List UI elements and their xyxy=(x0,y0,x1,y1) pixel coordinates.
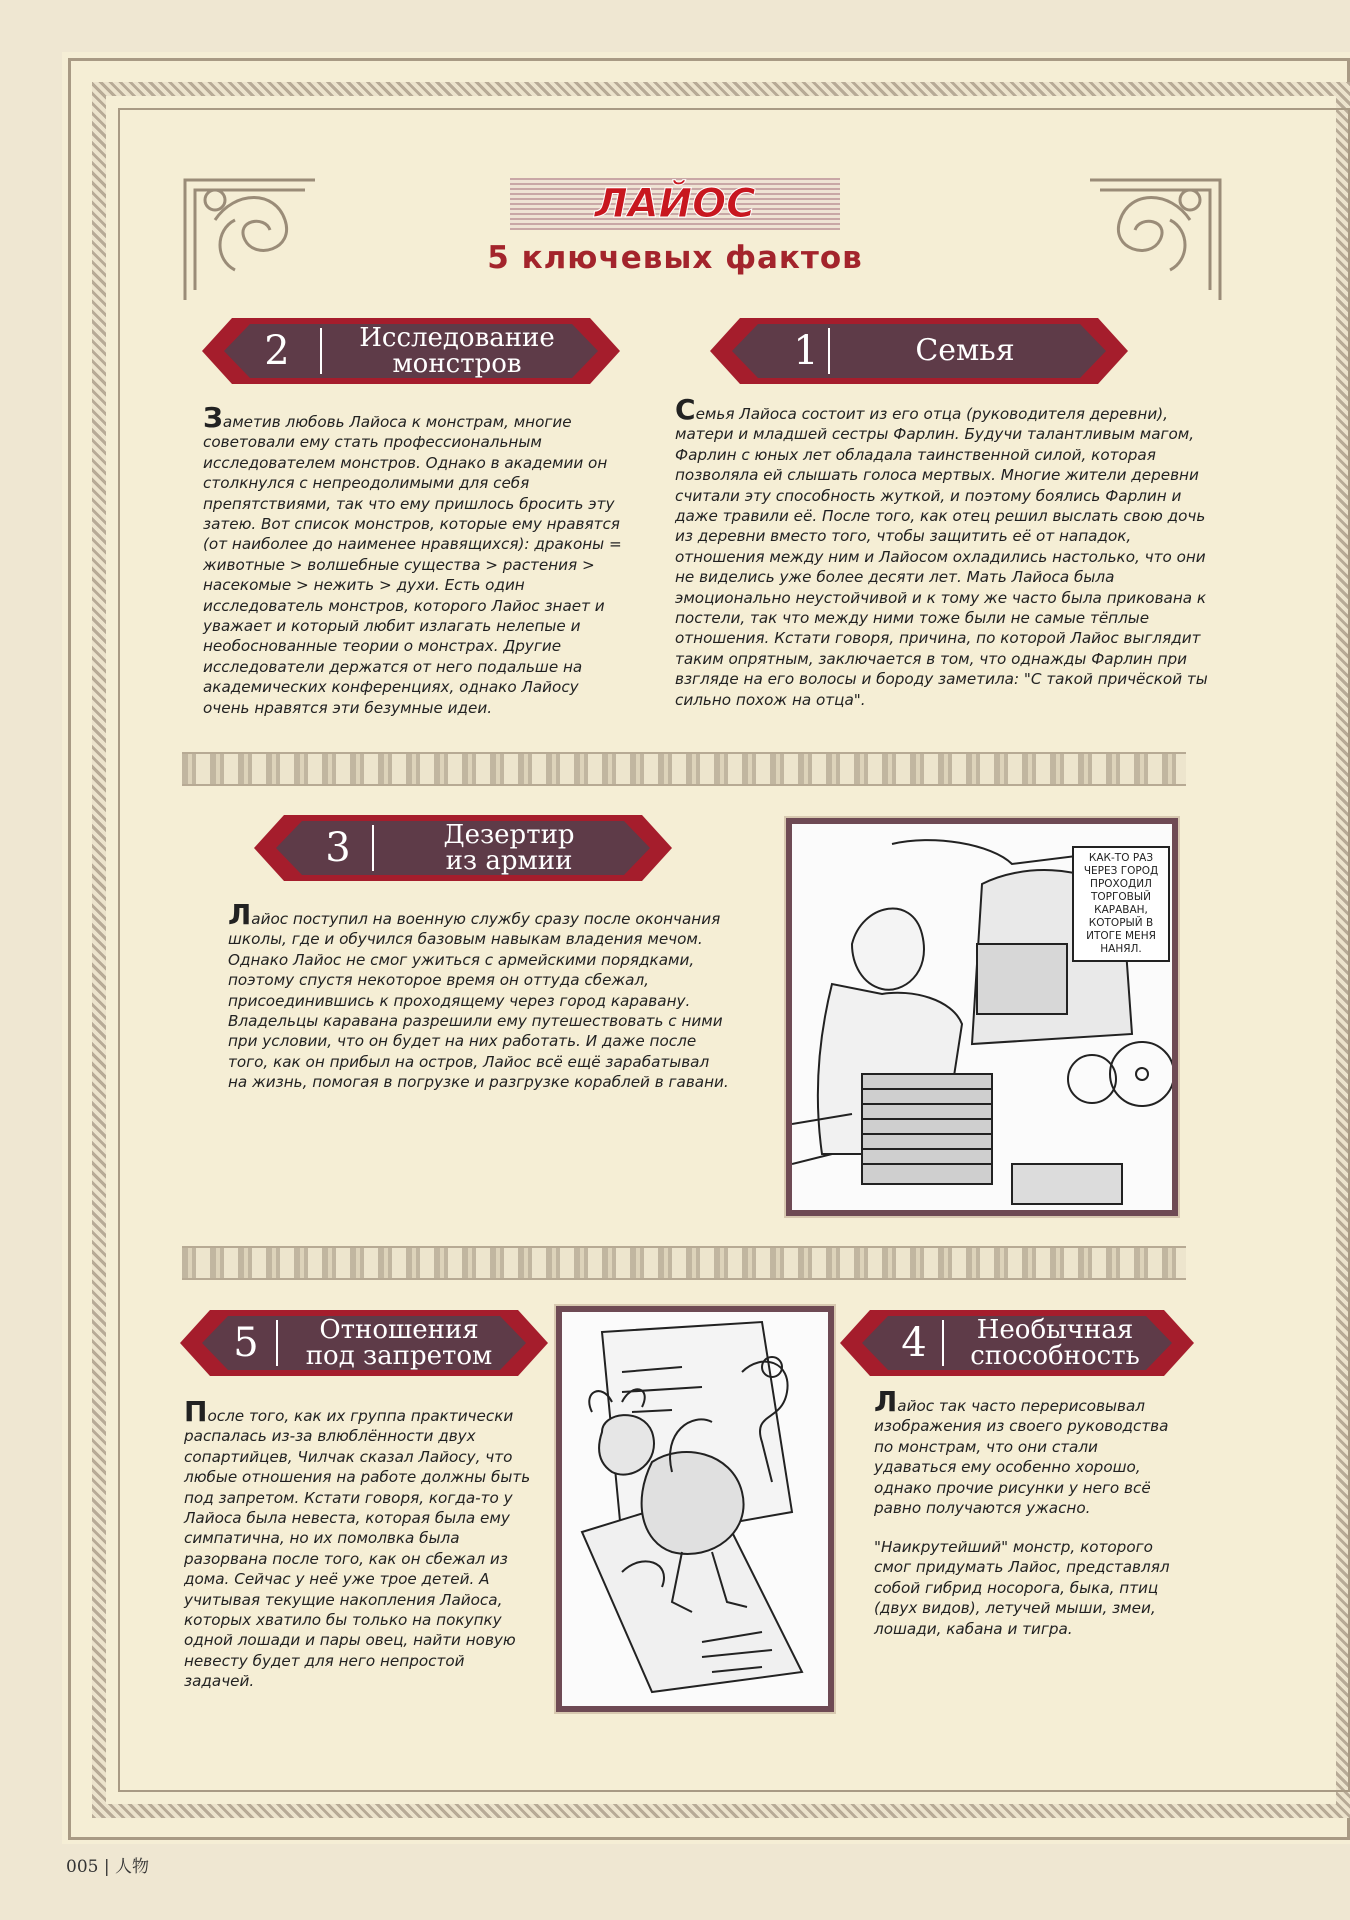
fact-3-banner xyxy=(254,805,672,891)
section-divider xyxy=(182,752,1186,786)
section-label: 人物 xyxy=(115,1857,149,1877)
fact-4-number: 4 xyxy=(901,1320,927,1366)
manga-panel-monster-drawing xyxy=(556,1306,834,1712)
fact-5-number: 5 xyxy=(233,1320,259,1366)
fact-3-number: 3 xyxy=(325,825,351,871)
fact-3-label: Дезертир из армии xyxy=(443,820,575,876)
fact-5-banner xyxy=(180,1300,548,1386)
fact-5-label: Отношения под запретом xyxy=(305,1315,493,1371)
page-title: ЛАЙОС xyxy=(594,181,756,227)
fact-4-banner xyxy=(840,1300,1194,1386)
fact-1-banner xyxy=(710,308,1128,394)
fact-2-separator xyxy=(320,328,324,374)
fact-2-text: Заметив любовь Лайоса к монстрам, многие советовали ему стать профессиональным исследователем монстров. Однако в академии он столкнулся с непреодолимыми для себя препятствиями, так что ему пришлось бросить эту затею. Вот список монстров, которые ему нравятся (от наиболее до наименее нравящихся): драконы = животные > волшебные существа > растения > насекомые > нежить > духи. Есть один исследователь монстров, которого Лайос знает и уважает и который любит излагать нелепые и необоснованные теории о монстрах. Другие исследователи держатся от него подальше на академических конференциях, однако Лайосу очень нравятся эти безумные идеи. xyxy=(203,401,622,717)
fact-2-banner xyxy=(202,308,620,394)
fact-3-separator xyxy=(372,825,376,871)
fact-4-label: Необычная способность xyxy=(970,1315,1140,1371)
fact-1-text: Семья Лайоса состоит из его отца (руководителя деревни), матери и младшей сестры Фарлин. Будучи талантливым магом, Фарлин с юных лет обладала таинственной силой, которая позволяла ей слышать голоса мертвых. Многие жители деревни считали эту способность жуткой, и поэтому боялись Фарлин и даже травили её. После того, как отец решил выслать свою дочь из деревни вместо того, чтобы защитить её от нападок, отношения между ним и Лайосом охладились настолько, что они не виделись уже более десяти лет. Мать Лайоса была эмоционально неустойчивой и к тому же часто была прикована к постели, так что между ними тоже были не самые тёплые отношения. Кстати говоря, причина, по которой Лайос выглядит таким опрятным, заключается в том, что однажды Фарлин при взгляде на его волосы и бороду заметила: "С такой причёской ты сильно похож на отца". xyxy=(675,393,1208,709)
page-subtitle: 5 ключевых фактов xyxy=(487,240,863,276)
fact-5-text: После того, как их группа практически распалась из-за влюблённости двух сопартийцев, Чилчак сказал Лайосу, что любые отношения на работе должны быть под запретом. Кстати говоря, когда-то у Лайоса была невеста, которая была ему симпатична, но их помолвка была разорвана после того, как он сбежал из дома. Сейчас у неё уже трое детей. А учитывая текущие накопления Лайоса, которых хватило бы только на покупку одной лошади и пары овец, найти новую невесту будет для него непростой задачей. xyxy=(184,1395,531,1691)
left-ornament-icon xyxy=(175,160,375,310)
page-number: 005 xyxy=(66,1857,99,1877)
fact-1-separator xyxy=(828,328,832,374)
page-footer: 005 | 人物 xyxy=(66,1857,149,1877)
right-ornament-icon xyxy=(1030,160,1230,310)
fact-4-text-2: "Наикрутейший" монстр, которого смог придумать Лайос, представлял собой гибрид носорога, быка, птиц (двух видов), летучей мыши, змеи, лошади, кабана и тигра. xyxy=(874,1538,1170,1638)
fact-3-text: Лайос поступил на военную службу сразу после окончания школы, где и обучился базовым навыкам владения мечом. Однако Лайос не смог ужиться с армейскими порядками, поэтому спустя некоторое время он оттуда сбежал, присоединившись к проходящему через город каравану. Владельцы каравана разрешили ему путешествовать с ними при условии, что он будет на них работать. И даже после того, как он прибыл на остров, Лайос всё ещё зарабатывал на жизнь, помогая в погрузке и разгрузке кораблей в гавани. xyxy=(228,898,729,1092)
fact-1-number: 1 xyxy=(793,328,819,374)
monster-drawing-illustration xyxy=(562,1312,828,1706)
section-divider xyxy=(182,1246,1186,1280)
fact-2-label: Исследование монстров xyxy=(359,323,555,379)
fact-5-separator xyxy=(276,1320,280,1366)
manga-panel-caravan xyxy=(786,818,1178,1216)
fact-1-label: Семья xyxy=(915,333,1015,368)
speech-caption: КАК-ТО РАЗ ЧЕРЕЗ ГОРОД ПРОХОДИЛ ТОРГОВЫЙ КАРАВАН, КОТОРЫЙ В ИТОГЕ МЕНЯ НАНЯЛ. xyxy=(1072,846,1170,962)
fact-4-separator xyxy=(942,1320,946,1366)
fact-2-number: 2 xyxy=(264,328,290,374)
fact-4-text: Лайос так часто перерисовывал изображения из своего руководства по монстрам, что они стали удаваться ему особенно хорошо, однако прочие рисунки у него всё равно получаются ужасно. xyxy=(874,1385,1169,1518)
